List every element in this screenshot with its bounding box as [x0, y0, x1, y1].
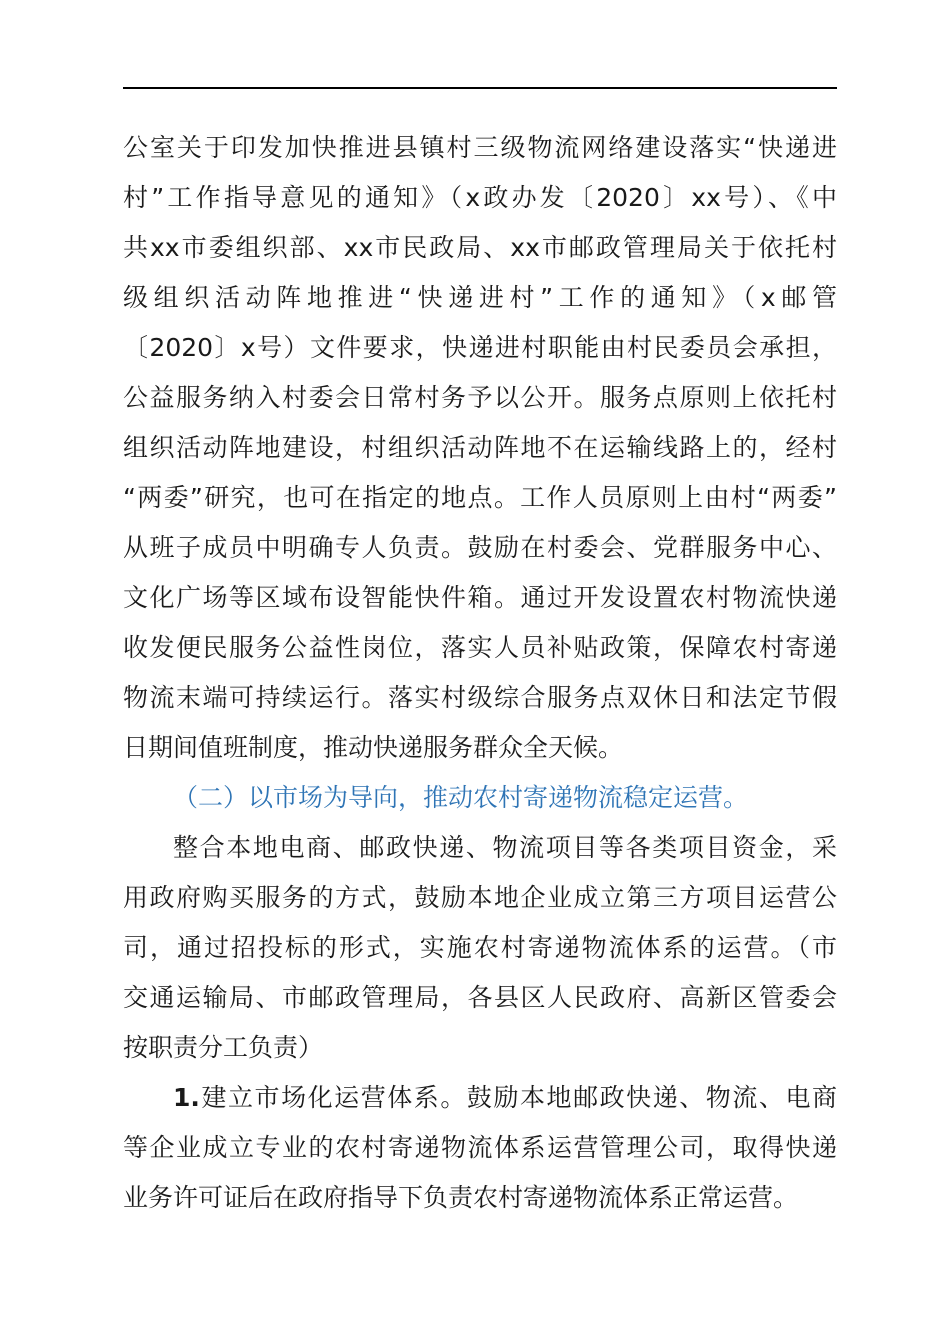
body-line: 物流末端可持续运行。落实村级综合服务点双休日和法定节假: [123, 683, 837, 712]
list-item-number: 1.: [173, 1083, 200, 1112]
body-line: 收发便民服务公益性岗位，落实人员补贴政策，保障农村寄递: [123, 633, 837, 662]
body-line: 公室关于印发加快推进县镇村三级物流网络建设落实“快递进: [123, 133, 837, 162]
body-line: “两委”研究，也可在指定的地点。工作人员原则上由村“两委”: [123, 483, 837, 512]
body-line: 村”工作指导意见的通知》（x政办发〔2020〕xx号）、《中: [123, 183, 837, 212]
body-line: 从班子成员中明确专人负责。鼓励在村委会、党群服务中心、: [123, 533, 837, 562]
list-item-1: [173, 1081, 837, 1115]
body-line: 交通运输局、市邮政管理局，各县区人民政府、高新区管委会: [123, 983, 837, 1012]
body-line: 级组织活动阵地推进“快递进村”工作的通知》（x邮管: [123, 283, 837, 312]
body-line: 文化广场等区域布设智能快件箱。通过开发设置农村物流快递: [123, 583, 837, 612]
body-line: 日期间值班制度，推动快递服务群众全天候。: [123, 733, 624, 762]
body-line: 业务许可证后在政府指导下负责农村寄递物流体系正常运营。: [123, 1183, 799, 1212]
list-item-text: 建立市场化运营体系。鼓励本地邮政快递、物流、电商: [199, 1083, 837, 1112]
body-line: 整合本地电商、邮政快递、物流项目等各类项目资金，采: [173, 833, 837, 862]
header-rule: [123, 87, 837, 89]
body-line: 用政府购买服务的方式，鼓励本地企业成立第三方项目运营公: [123, 883, 837, 912]
body-line: 〔2020〕x号）文件要求，快递进村职能由村民委员会承担，: [123, 333, 837, 362]
body-line: 按职责分工负责）: [123, 1033, 324, 1062]
body-line: 共xx市委组织部、xx市民政局、xx市邮政管理局关于依托村: [123, 233, 837, 262]
section-heading: （二）以市场为导向，推动农村寄递物流稳定运营。: [173, 783, 749, 812]
body-line: 公益服务纳入村委会日常村务予以公开。服务点原则上依托村: [123, 383, 837, 412]
body-line: 等企业成立专业的农村寄递物流体系运营管理公司，取得快递: [123, 1133, 837, 1162]
body-line: 司，通过招投标的形式，实施农村寄递物流体系的运营。（市: [123, 933, 837, 962]
body-line: 组织活动阵地建设，村组织活动阵地不在运输线路上的，经村: [123, 433, 837, 462]
